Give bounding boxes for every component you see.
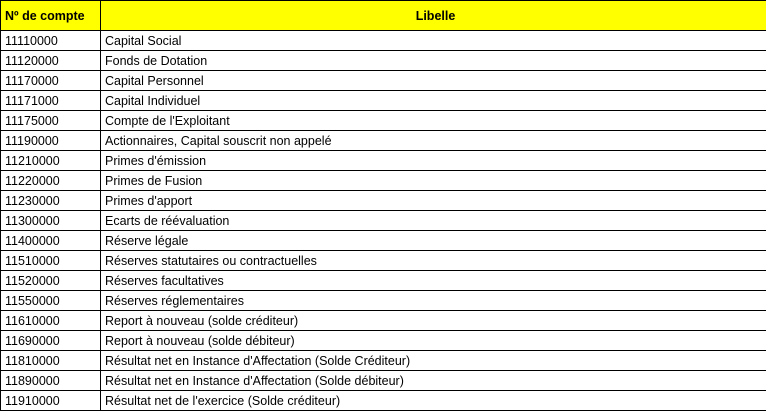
label-cell[interactable]: Ecarts de réévaluation: [101, 211, 766, 231]
table-row: [1, 291, 766, 311]
account-number-cell[interactable]: 11220000: [1, 171, 101, 191]
table-row: [1, 51, 766, 71]
account-number-cell[interactable]: 11690000: [1, 331, 101, 351]
table-row: [1, 131, 766, 151]
label-cell[interactable]: Réserves réglementaires: [101, 291, 766, 311]
table-row: [1, 251, 766, 271]
table-row: [1, 191, 766, 211]
account-number-cell[interactable]: 11400000: [1, 231, 101, 251]
account-number-cell[interactable]: 11210000: [1, 151, 101, 171]
account-number-cell[interactable]: 11910000: [1, 391, 101, 411]
table-row: [1, 231, 766, 251]
account-number-cell[interactable]: 11120000: [1, 51, 101, 71]
account-number-cell[interactable]: 11810000: [1, 351, 101, 371]
label-cell[interactable]: Report à nouveau (solde créditeur): [101, 311, 766, 331]
table-row: [1, 311, 766, 331]
table-row: [1, 151, 766, 171]
label-cell[interactable]: Réserves statutaires ou contractuelles: [101, 251, 766, 271]
account-number-cell[interactable]: 11520000: [1, 271, 101, 291]
label-cell[interactable]: Réserves facultatives: [101, 271, 766, 291]
label-cell[interactable]: Capital Personnel: [101, 71, 766, 91]
header-account-number[interactable]: Nº de compte: [1, 1, 101, 31]
table-row: [1, 111, 766, 131]
label-cell[interactable]: Report à nouveau (solde débiteur): [101, 331, 766, 351]
label-cell[interactable]: Primes d'apport: [101, 191, 766, 211]
label-cell[interactable]: Actionnaires, Capital souscrit non appelé: [101, 131, 766, 151]
table-row: [1, 71, 766, 91]
header-label[interactable]: Libelle: [101, 1, 766, 31]
account-number-cell[interactable]: 11190000: [1, 131, 101, 151]
label-cell[interactable]: Capital Social: [101, 31, 766, 51]
table-row: [1, 211, 766, 231]
account-number-cell[interactable]: 11110000: [1, 31, 101, 51]
table-row: [1, 371, 766, 391]
label-cell[interactable]: Primes d'émission: [101, 151, 766, 171]
account-number-cell[interactable]: 11510000: [1, 251, 101, 271]
table-row: [1, 91, 766, 111]
table-row: [1, 271, 766, 291]
label-cell[interactable]: Primes de Fusion: [101, 171, 766, 191]
account-number-cell[interactable]: 11300000: [1, 211, 101, 231]
table-row: [1, 171, 766, 191]
label-cell[interactable]: Résultat net de l'exercice (Solde créditeur): [101, 391, 766, 411]
table-body: [1, 31, 766, 411]
table-row: [1, 31, 766, 51]
header-row: [1, 1, 766, 31]
account-number-cell[interactable]: 11550000: [1, 291, 101, 311]
label-cell[interactable]: Résultat net en Instance d'Affectation (Solde débiteur): [101, 371, 766, 391]
table-row: [1, 351, 766, 371]
account-number-cell[interactable]: 11171000: [1, 91, 101, 111]
account-number-cell[interactable]: 11175000: [1, 111, 101, 131]
label-cell[interactable]: Capital Individuel: [101, 91, 766, 111]
table-row: [1, 391, 766, 411]
label-cell[interactable]: Résultat net en Instance d'Affectation (Solde Créditeur): [101, 351, 766, 371]
account-number-cell[interactable]: 11890000: [1, 371, 101, 391]
label-cell[interactable]: Réserve légale: [101, 231, 766, 251]
label-cell[interactable]: Fonds de Dotation: [101, 51, 766, 71]
account-number-cell[interactable]: 11610000: [1, 311, 101, 331]
account-number-cell[interactable]: 11170000: [1, 71, 101, 91]
account-number-cell[interactable]: 11230000: [1, 191, 101, 211]
label-cell[interactable]: Compte de l'Exploitant: [101, 111, 766, 131]
table-row: [1, 331, 766, 351]
